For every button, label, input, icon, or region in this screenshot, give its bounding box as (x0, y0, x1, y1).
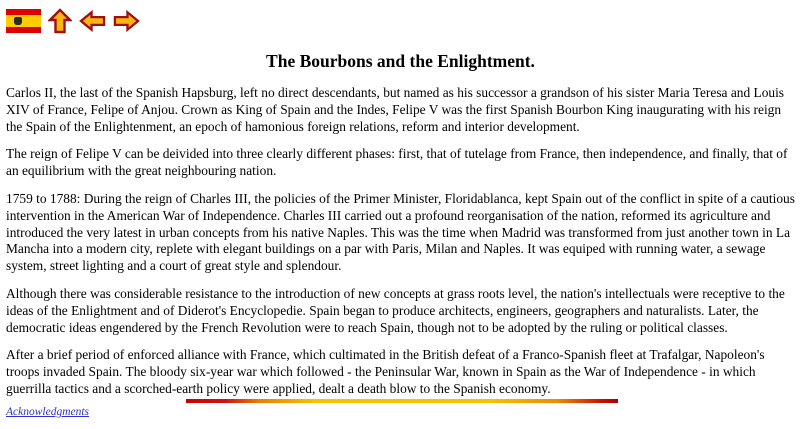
paragraph-enlightment-ideas: Although there was considerable resistance to the introduction of new concepts at grass roots level, the nation's intellectuals were receptive to the ideas of the Enlightment and of Diderot's Encyclopedie. Spain began to produce architects, engineers, geographers and naturalists. Later, the democratic ideas engendered by the French Revolution were to reach Spain, though not to be adopted by the ruling or political classes. (6, 285, 785, 335)
flag-red-stripe-bottom (6, 27, 41, 33)
paragraph-carlos-ii: Carlos II, the last of the Spanish Hapsburg, left no direct descendants, but named as his successor a grandson of his sister Maria Teresa and Louis XIV of France, Felipe of Anjou. Crown as King of Spain and the Indes, Felipe V was the first Spanish Bourbon King inaugurating with his reign the Spain of the Enlightenment, an epoch of hamonious foreign relations, reform and interior development. (6, 85, 785, 134)
top-navigation (6, 8, 795, 34)
left-arrow-icon[interactable] (79, 10, 106, 32)
spain-flag-icon[interactable] (6, 9, 41, 33)
right-arrow-icon[interactable] (113, 10, 140, 32)
gradient-horizontal-rule (186, 399, 618, 403)
paragraph-peninsular-war: After a brief period of enforced alliance with France, which cultimated in the British defeat of a Franco-Spanish fleet at Trafalgar, Napoleon's troops invaded Spain. The bloody six-year war which followed - the Peninsular War, known in Spain as the War of Independence - in which guerrilla tactics and a scorched-earth policy were applied, dealt a death blow to the Spanish economy. (6, 347, 765, 396)
page-title: The Bourbons and the Enlightment. (266, 51, 535, 71)
paragraph-felipe-v-phases: The reign of Felipe V can be deivided into three clearly different phases: first, that of tutelage from France, then independence, and finally, that of an equilibrium with the great neighbouring nation. (6, 146, 788, 179)
right-arrow-glyph (113, 10, 140, 32)
left-arrow-glyph (79, 10, 106, 32)
up-arrow-icon[interactable] (48, 8, 72, 34)
acknowledgments-link[interactable]: Acknowledgments (6, 406, 90, 418)
flag-coat-of-arms (14, 17, 22, 25)
paragraph-charles-iii: 1759 to 1788: During the reign of Charles III, the policies of the Primer Minister, Floridablanca, kept Spain out of the conflict in spite of a cautious intervention in the American War of Independence. Charles III carried out a profound reorganisation of the nation, reformed its agriculture and introduced the very latest in urban concepts from his native Naples. This was the time when Madrid was transformed from just another town in La Mancha into a modern city, replete with elegant buildings on a par with Paris, Milan and Naples. It was equiped with running water, a sewage system, street lighting and a court of great style and splendour. (6, 190, 795, 274)
up-arrow-glyph (48, 8, 72, 34)
flag-yellow-stripe (6, 15, 41, 27)
